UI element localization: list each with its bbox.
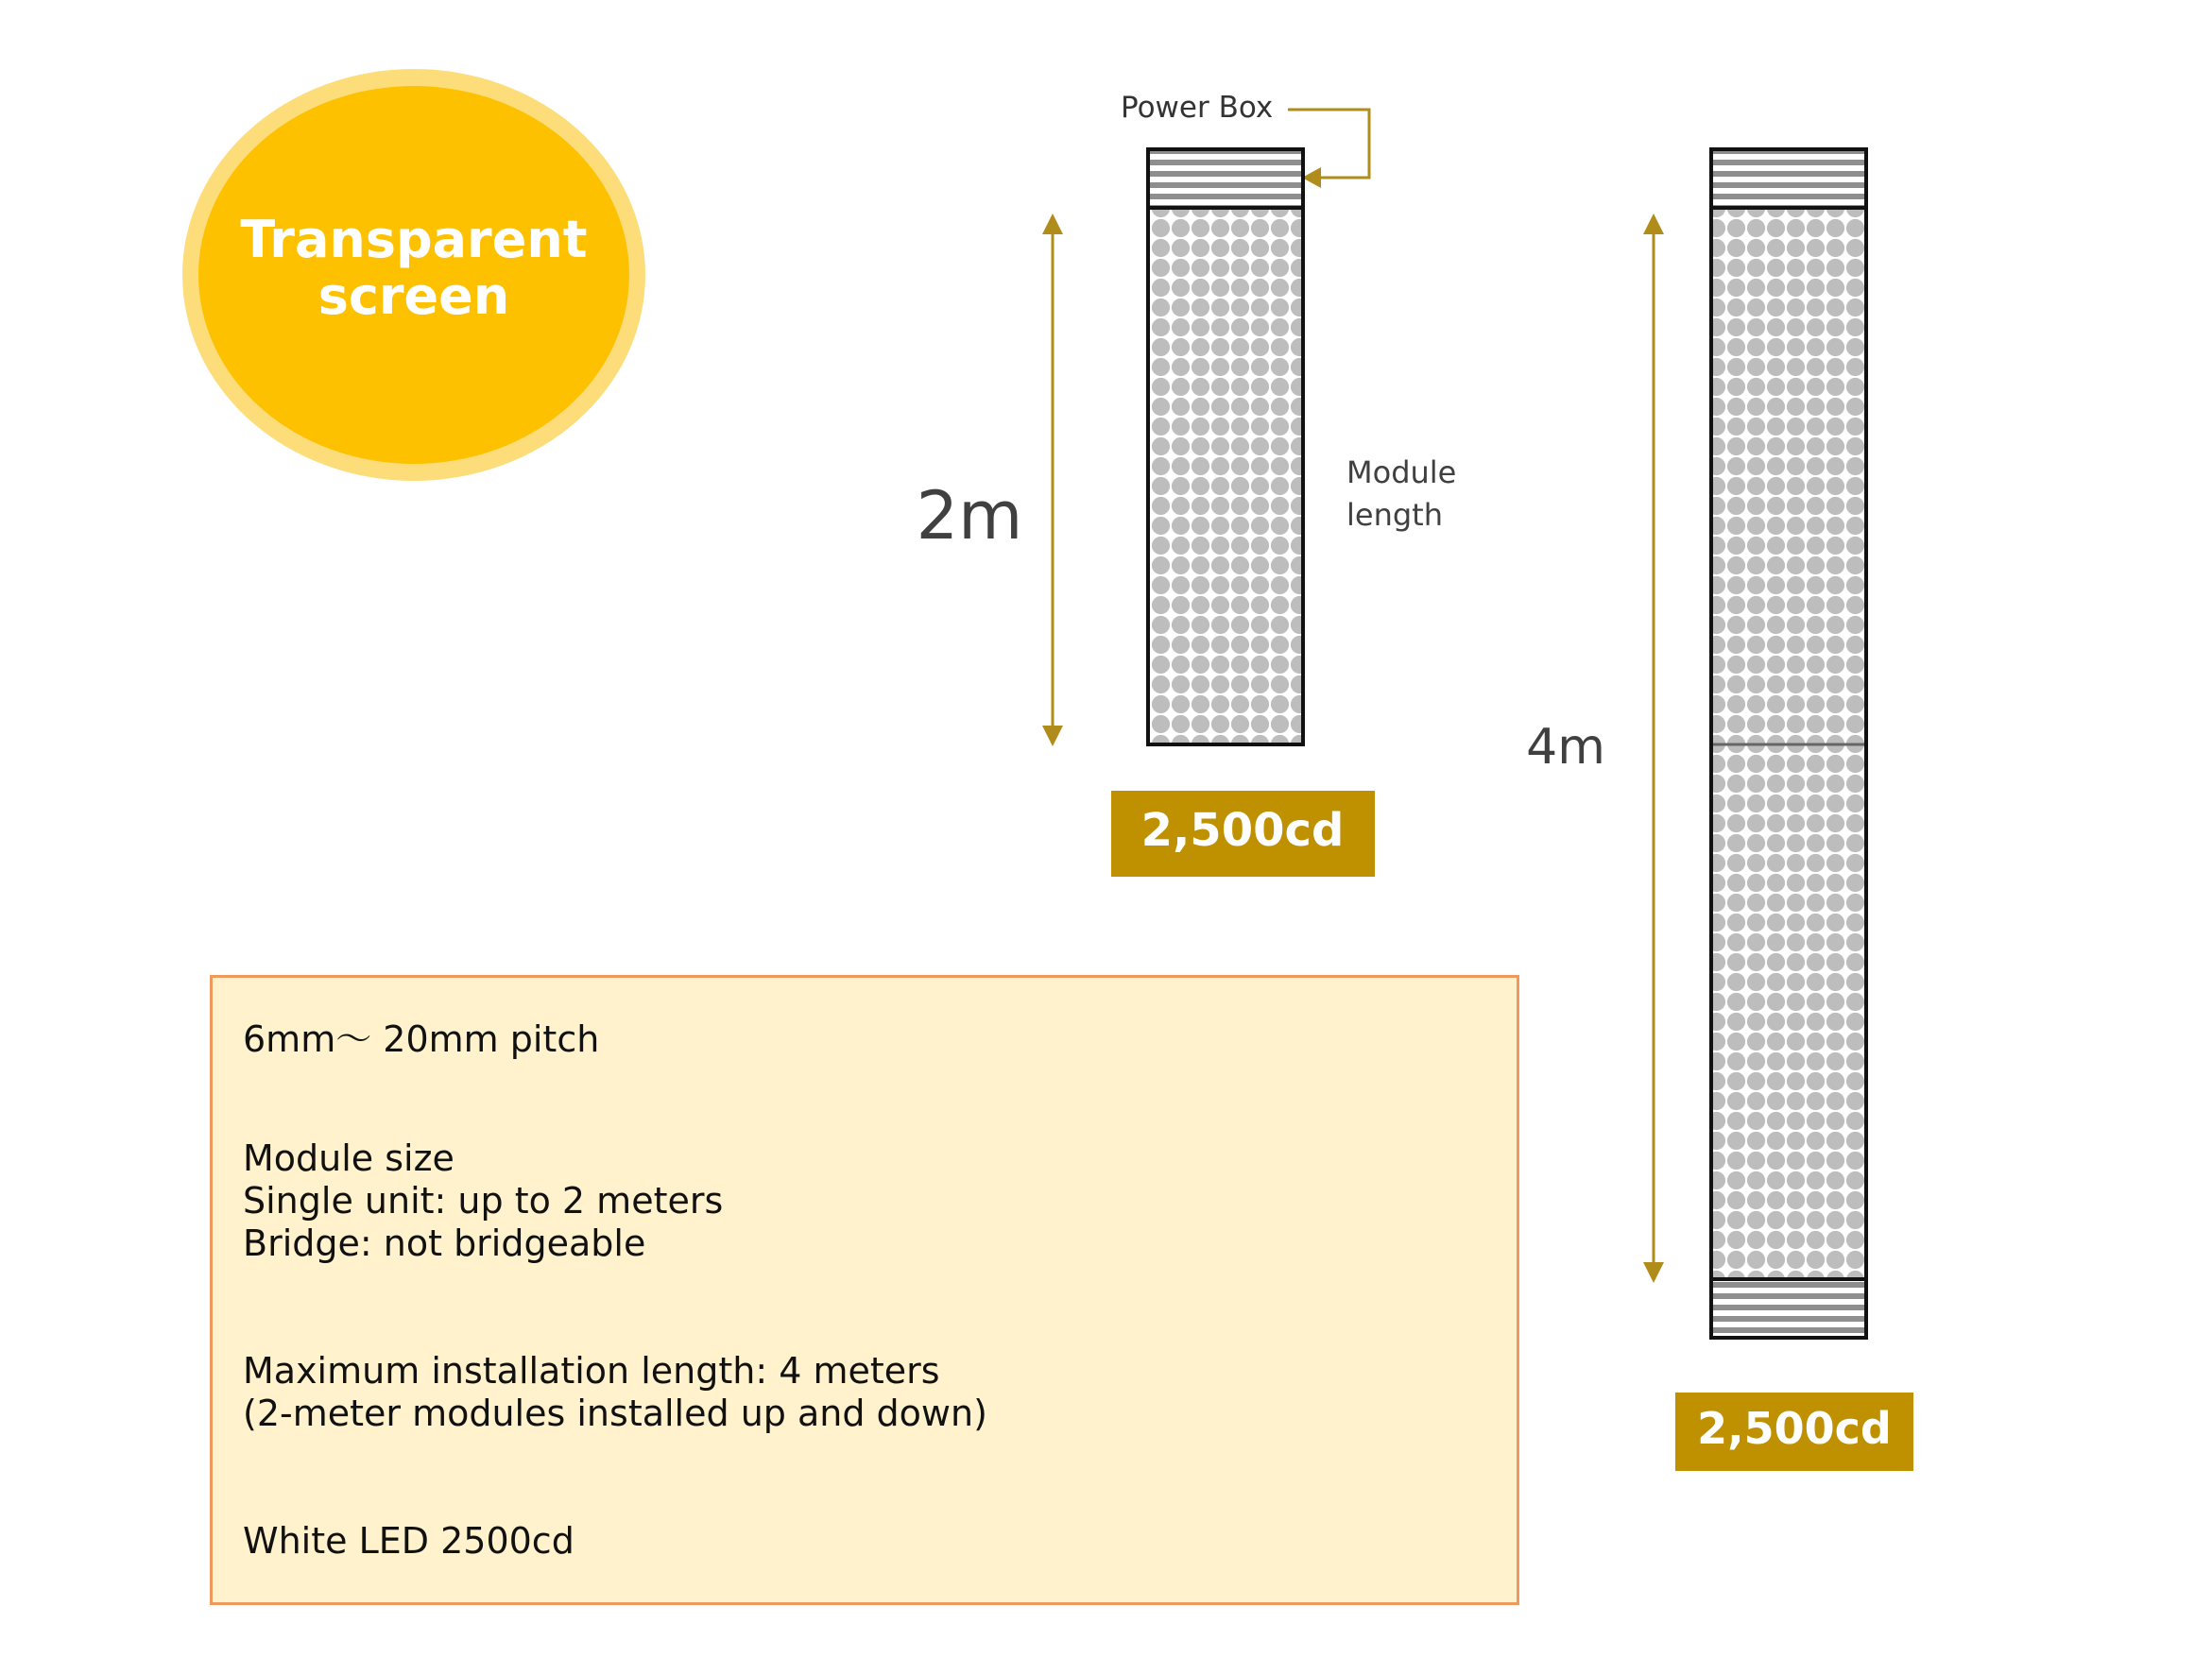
badge-title-line1: Transparent [240, 210, 588, 269]
max-length-note: (2-meter modules installed up and down) [243, 1393, 987, 1434]
tall-module [1711, 149, 1866, 1338]
short-dimension-arrow [1042, 214, 1063, 746]
spec-info-box [210, 975, 1519, 1605]
power-box-label: Power Box [1121, 91, 1274, 125]
module-length-label-line1: Module [1346, 454, 1457, 490]
max-length-text: Maximum installation length: 4 meters [243, 1350, 940, 1392]
short-brightness-value: 2,500cd [1140, 804, 1345, 857]
tall-brightness-value: 2,500cd [1697, 1403, 1892, 1454]
tall-brightness-badge [1675, 1393, 1913, 1471]
tall-bottom-power-box [1711, 1279, 1866, 1338]
pitch-text: 6mm～ 20mm pitch [243, 1018, 600, 1060]
tall-top-power-box [1711, 149, 1866, 208]
transparent-screen-badge [182, 69, 645, 481]
badge-title-line2: screen [317, 266, 510, 326]
short-power-box [1148, 149, 1303, 208]
single-unit-text: Single unit: up to 2 meters [243, 1180, 724, 1222]
short-brightness-badge [1111, 791, 1375, 877]
module-size-title: Module size [243, 1137, 454, 1179]
tall-height-label: 4m [1526, 719, 1605, 776]
led-text: White LED 2500cd [243, 1520, 574, 1562]
tall-dimension-arrow [1643, 214, 1664, 1283]
bridge-text: Bridge: not bridgeable [243, 1222, 646, 1264]
short-module [1148, 149, 1303, 744]
short-height-label: 2m [916, 477, 1023, 555]
short-led-panel [1148, 208, 1303, 744]
module-length-label-line2: length [1346, 497, 1443, 533]
